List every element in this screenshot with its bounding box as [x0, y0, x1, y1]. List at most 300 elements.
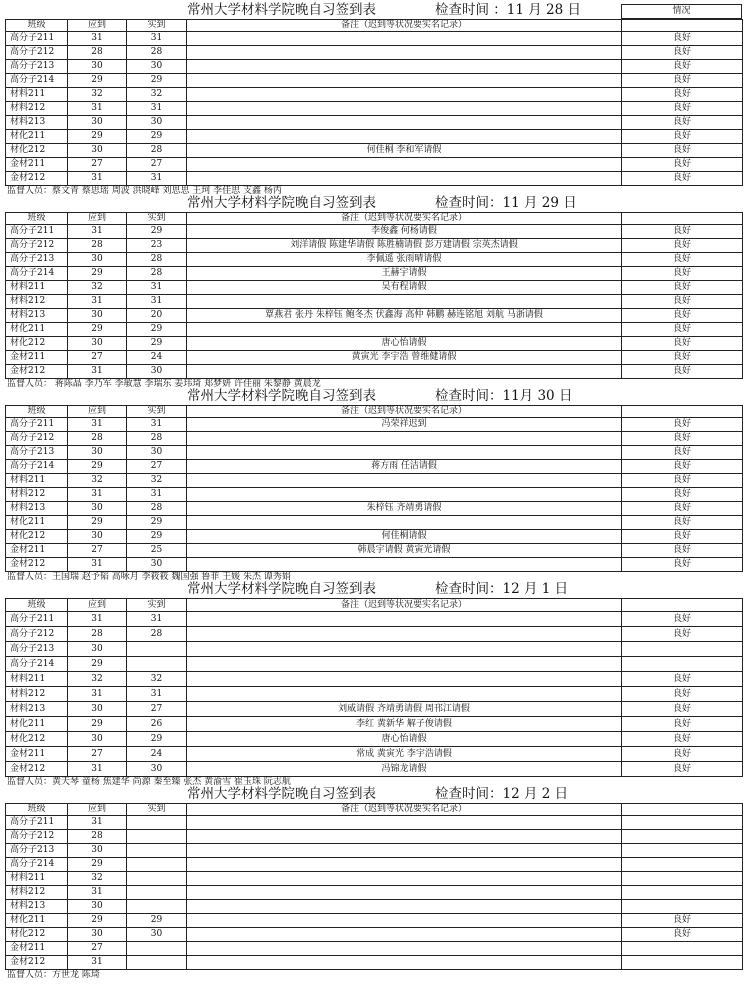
- expected-cell: 30: [68, 253, 127, 267]
- expected-cell: 30: [68, 702, 127, 717]
- table-row: [6, 116, 743, 130]
- section-title-bar: [5, 583, 742, 598]
- expected-cell: 30: [68, 844, 127, 858]
- table-row: [6, 130, 743, 144]
- table-row: [6, 337, 743, 351]
- notes-cell: [187, 627, 622, 642]
- table-row: [6, 88, 743, 102]
- expected-cell: 27: [68, 158, 127, 172]
- table-row: [6, 747, 743, 762]
- notes-cell: [187, 46, 622, 60]
- table-row: [6, 872, 743, 886]
- status-cell: 良好: [622, 253, 743, 267]
- class-cell: 金材212: [6, 365, 68, 379]
- notes-cell: [187, 914, 622, 928]
- expected-cell: 28: [68, 627, 127, 642]
- section-title-bar: [5, 197, 742, 212]
- notes-cell: [187, 672, 622, 687]
- expected-cell: 29: [68, 717, 127, 732]
- notes-header: 备注（迟到等状况要实名记录）: [187, 599, 622, 612]
- actual-cell: 24: [127, 747, 187, 762]
- expected-cell: 31: [68, 102, 127, 116]
- class-cell: 金材211: [6, 942, 68, 956]
- actual-cell: 30: [127, 558, 187, 572]
- supervisors-line: 监督人员：王国瑞 赵予韬 高咏月 李筱筱 魏国强 鲁菲 王媛 朱杰 谭秀娟: [7, 572, 291, 582]
- class-cell: 金材211: [6, 158, 68, 172]
- notes-header: 备注（迟到等状况要实名记录）: [187, 213, 622, 225]
- table-row: [6, 446, 743, 460]
- status-cell: [622, 942, 743, 956]
- actual-cell: 29: [127, 225, 187, 239]
- notes-header: 备注（迟到等状况要实名记录）: [187, 406, 622, 418]
- status-header-cell: [622, 213, 743, 225]
- expected-cell: 32: [68, 672, 127, 687]
- class-cell: 材化212: [6, 530, 68, 544]
- table-row: [6, 816, 743, 830]
- status-cell: 良好: [622, 32, 743, 46]
- status-cell: 良好: [622, 928, 743, 942]
- notes-cell: [187, 956, 622, 970]
- class-cell: 高分子212: [6, 239, 68, 253]
- class-cell: 高分子211: [6, 32, 68, 46]
- status-cell: [622, 642, 743, 657]
- notes-cell: [187, 900, 622, 914]
- expected-header: 应到: [68, 20, 127, 32]
- notes-header: 备注（迟到等状况要实名记录）: [187, 20, 622, 32]
- notes-cell: [187, 446, 622, 460]
- class-cell: 材化212: [6, 928, 68, 942]
- status-cell: 良好: [622, 225, 743, 239]
- expected-cell: 29: [68, 516, 127, 530]
- status-cell: [622, 872, 743, 886]
- table-row: [6, 32, 743, 46]
- check-date: 检查时间：11月 30 日: [435, 388, 573, 404]
- class-cell: 材料213: [6, 702, 68, 717]
- expected-cell: 31: [68, 886, 127, 900]
- notes-cell: 朱梓钰 齐靖勇请假: [187, 502, 622, 516]
- status-cell: [622, 816, 743, 830]
- expected-cell: 31: [68, 558, 127, 572]
- class-header: 班级: [6, 213, 68, 225]
- table-row: [6, 281, 743, 295]
- notes-cell: 冯荣祥迟到: [187, 418, 622, 432]
- table-row: [6, 418, 743, 432]
- actual-cell: [127, 642, 187, 657]
- actual-cell: 30: [127, 762, 187, 777]
- check-date: 检查时间 ：11 月 28 日: [435, 2, 582, 18]
- status-cell: 良好: [622, 502, 743, 516]
- section-title-bar: [5, 788, 742, 803]
- notes-cell: [187, 432, 622, 446]
- status-cell: 良好: [622, 144, 743, 158]
- table-row: [6, 858, 743, 872]
- table-row: [6, 460, 743, 474]
- expected-cell: 31: [68, 488, 127, 502]
- expected-header: 应到: [68, 213, 127, 225]
- table-row: [6, 172, 743, 186]
- actual-cell: 31: [127, 687, 187, 702]
- status-cell: 良好: [622, 172, 743, 186]
- notes-cell: [187, 365, 622, 379]
- expected-cell: 27: [68, 942, 127, 956]
- actual-cell: 31: [127, 295, 187, 309]
- class-cell: 材化211: [6, 717, 68, 732]
- table-row: [6, 830, 743, 844]
- expected-cell: 31: [68, 225, 127, 239]
- status-cell: 良好: [622, 102, 743, 116]
- status-cell: 良好: [622, 365, 743, 379]
- supervisors-line: 监督人员：蔡文青 蔡思瑶 周波 洪晓峰 刘思思 王珂 李佳思 支鑫 杨丙: [7, 186, 282, 196]
- expected-cell: 29: [68, 460, 127, 474]
- table-row: [6, 74, 743, 88]
- expected-cell: 31: [68, 816, 127, 830]
- table-row: [6, 323, 743, 337]
- section-title: 常州大学材料学院晚自习签到表: [187, 581, 376, 597]
- expected-cell: 27: [68, 747, 127, 762]
- expected-cell: 31: [68, 762, 127, 777]
- actual-cell: 30: [127, 60, 187, 74]
- actual-cell: 29: [127, 323, 187, 337]
- expected-cell: 31: [68, 365, 127, 379]
- class-cell: 高分子212: [6, 46, 68, 60]
- check-date: 检查时间：12 月 2 日: [435, 786, 569, 802]
- notes-cell: 王赫宇请假: [187, 267, 622, 281]
- actual-cell: 30: [127, 928, 187, 942]
- class-cell: 高分子212: [6, 432, 68, 446]
- class-cell: 材料211: [6, 672, 68, 687]
- status-cell: 良好: [622, 267, 743, 281]
- table-row: [6, 144, 743, 158]
- status-cell: 良好: [622, 309, 743, 323]
- notes-cell: [187, 323, 622, 337]
- expected-cell: 32: [68, 474, 127, 488]
- expected-cell: 32: [68, 281, 127, 295]
- table-row: [6, 295, 743, 309]
- expected-cell: 30: [68, 732, 127, 747]
- class-cell: 高分子214: [6, 460, 68, 474]
- notes-cell: [187, 516, 622, 530]
- class-cell: 材料212: [6, 295, 68, 309]
- status-cell: 良好: [622, 46, 743, 60]
- status-cell: 良好: [622, 530, 743, 544]
- status-header-cell: [622, 20, 743, 32]
- class-cell: 材料212: [6, 687, 68, 702]
- status-cell: 良好: [622, 74, 743, 88]
- status-cell: 良好: [622, 544, 743, 558]
- class-cell: 高分子213: [6, 253, 68, 267]
- table-row: [6, 732, 743, 747]
- actual-cell: 25: [127, 544, 187, 558]
- notes-cell: 蒋方雨 任洁请假: [187, 460, 622, 474]
- expected-cell: 29: [68, 130, 127, 144]
- attendance-table: [5, 212, 743, 379]
- table-row: [6, 516, 743, 530]
- notes-cell: [187, 830, 622, 844]
- class-cell: 材料211: [6, 281, 68, 295]
- notes-cell: [187, 74, 622, 88]
- notes-cell: [187, 844, 622, 858]
- class-cell: 高分子211: [6, 816, 68, 830]
- status-cell: 良好: [622, 488, 743, 502]
- actual-cell: 30: [127, 365, 187, 379]
- notes-cell: [187, 116, 622, 130]
- actual-cell: 28: [127, 144, 187, 158]
- notes-cell: [187, 657, 622, 672]
- notes-cell: [187, 558, 622, 572]
- table-row: [6, 309, 743, 323]
- status-header-cell: [622, 406, 743, 418]
- actual-header: 实到: [127, 20, 187, 32]
- expected-cell: 29: [68, 914, 127, 928]
- expected-cell: 28: [68, 46, 127, 60]
- section-title-bar: [5, 390, 742, 405]
- status-cell: 良好: [622, 460, 743, 474]
- status-cell: 良好: [622, 687, 743, 702]
- notes-cell: 李红 黄新华 解子俊请假: [187, 717, 622, 732]
- class-cell: 高分子214: [6, 858, 68, 872]
- actual-cell: [127, 942, 187, 956]
- class-cell: 金材212: [6, 172, 68, 186]
- class-cell: 材化212: [6, 732, 68, 747]
- expected-cell: 30: [68, 642, 127, 657]
- notes-cell: 唐心怡请假: [187, 337, 622, 351]
- status-cell: 良好: [622, 474, 743, 488]
- status-cell: 良好: [622, 627, 743, 642]
- class-cell: 高分子214: [6, 74, 68, 88]
- table-row: [6, 886, 743, 900]
- table-row: [6, 914, 743, 928]
- notes-cell: [187, 886, 622, 900]
- actual-header: 实到: [127, 213, 187, 225]
- actual-cell: [127, 900, 187, 914]
- class-header: 班级: [6, 599, 68, 612]
- class-cell: 金材212: [6, 558, 68, 572]
- notes-cell: 何佳桐 李和军请假: [187, 144, 622, 158]
- expected-cell: 30: [68, 116, 127, 130]
- actual-cell: [127, 830, 187, 844]
- actual-cell: 32: [127, 88, 187, 102]
- notes-cell: [187, 642, 622, 657]
- table-row: [6, 717, 743, 732]
- actual-cell: 20: [127, 309, 187, 323]
- notes-cell: 唐心怡请假: [187, 732, 622, 747]
- attendance-table: [5, 19, 743, 186]
- status-cell: [622, 900, 743, 914]
- class-cell: 材料211: [6, 474, 68, 488]
- table-row: [6, 102, 743, 116]
- expected-cell: 29: [68, 267, 127, 281]
- table-row: [6, 900, 743, 914]
- actual-cell: 31: [127, 488, 187, 502]
- status-column-header: 情况: [621, 4, 742, 19]
- actual-cell: 24: [127, 351, 187, 365]
- notes-cell: [187, 612, 622, 627]
- notes-cell: [187, 88, 622, 102]
- class-cell: 材化211: [6, 323, 68, 337]
- expected-cell: 31: [68, 172, 127, 186]
- status-cell: 良好: [622, 130, 743, 144]
- expected-header: 应到: [68, 406, 127, 418]
- expected-cell: 31: [68, 687, 127, 702]
- table-row: [6, 627, 743, 642]
- notes-cell: 刘洋请假 陈建华请假 陈胜楠请假 彭万建请假 宗英杰请假: [187, 239, 622, 253]
- actual-cell: [127, 956, 187, 970]
- table-header-row: [6, 406, 743, 418]
- status-cell: [622, 657, 743, 672]
- expected-cell: 31: [68, 295, 127, 309]
- status-cell: 良好: [622, 323, 743, 337]
- supervisors-line: 监督人员：方世龙 陈琦: [7, 970, 100, 980]
- status-cell: 良好: [622, 732, 743, 747]
- notes-cell: 黄寅光 李宇浩 曾维健请假: [187, 351, 622, 365]
- class-cell: 材化211: [6, 914, 68, 928]
- class-cell: 材化211: [6, 516, 68, 530]
- actual-cell: 30: [127, 116, 187, 130]
- class-cell: 金材211: [6, 747, 68, 762]
- table-row: [6, 267, 743, 281]
- notes-cell: [187, 488, 622, 502]
- actual-cell: [127, 872, 187, 886]
- class-cell: 材化212: [6, 144, 68, 158]
- actual-cell: 27: [127, 158, 187, 172]
- status-cell: 良好: [622, 612, 743, 627]
- expected-cell: 28: [68, 239, 127, 253]
- notes-cell: [187, 295, 622, 309]
- table-row: [6, 657, 743, 672]
- notes-cell: [187, 858, 622, 872]
- notes-cell: [187, 60, 622, 74]
- status-cell: 良好: [622, 914, 743, 928]
- expected-cell: 32: [68, 88, 127, 102]
- actual-cell: 23: [127, 239, 187, 253]
- status-cell: 良好: [622, 337, 743, 351]
- actual-cell: 31: [127, 612, 187, 627]
- notes-cell: [187, 130, 622, 144]
- expected-cell: 29: [68, 323, 127, 337]
- class-cell: 金材212: [6, 762, 68, 777]
- table-header-row: [6, 599, 743, 612]
- expected-cell: 30: [68, 928, 127, 942]
- table-row: [6, 844, 743, 858]
- status-cell: 良好: [622, 516, 743, 530]
- class-cell: 材料213: [6, 900, 68, 914]
- status-cell: 良好: [622, 558, 743, 572]
- section-title: 常州大学材料学院晚自习签到表: [187, 786, 376, 802]
- expected-cell: 30: [68, 900, 127, 914]
- expected-cell: 28: [68, 830, 127, 844]
- class-cell: 高分子213: [6, 446, 68, 460]
- class-cell: 高分子211: [6, 418, 68, 432]
- actual-cell: 27: [127, 702, 187, 717]
- status-header-cell: [622, 804, 743, 816]
- actual-cell: 28: [127, 46, 187, 60]
- notes-cell: [187, 687, 622, 702]
- class-cell: 材料213: [6, 309, 68, 323]
- actual-cell: 29: [127, 337, 187, 351]
- status-cell: [622, 886, 743, 900]
- notes-header: 备注（迟到等状况要实名记录）: [187, 804, 622, 816]
- actual-cell: 26: [127, 717, 187, 732]
- table-row: [6, 158, 743, 172]
- class-cell: 材料211: [6, 88, 68, 102]
- attendance-table: [5, 598, 743, 777]
- expected-cell: 30: [68, 502, 127, 516]
- class-cell: 高分子213: [6, 844, 68, 858]
- status-cell: 良好: [622, 158, 743, 172]
- class-cell: 金材212: [6, 956, 68, 970]
- table-header-row: [6, 804, 743, 816]
- actual-cell: 28: [127, 432, 187, 446]
- class-cell: 高分子213: [6, 642, 68, 657]
- expected-cell: 28: [68, 432, 127, 446]
- attendance-table: [5, 803, 743, 970]
- actual-header: 实到: [127, 804, 187, 816]
- class-cell: 高分子213: [6, 60, 68, 74]
- supervisors-line: 监督人员： 蒋陈晶 李乃军 李敏慧 李瑞东 姜玮琦 郑梦妍 许佳丽 朱黎静 黄晨龙: [7, 379, 321, 389]
- table-row: [6, 687, 743, 702]
- actual-cell: 29: [127, 130, 187, 144]
- expected-cell: 29: [68, 74, 127, 88]
- table-row: [6, 432, 743, 446]
- expected-cell: 27: [68, 351, 127, 365]
- status-cell: 良好: [622, 88, 743, 102]
- actual-header: 实到: [127, 406, 187, 418]
- table-row: [6, 762, 743, 777]
- table-row: [6, 702, 743, 717]
- actual-cell: [127, 657, 187, 672]
- actual-cell: 29: [127, 914, 187, 928]
- notes-cell: 李佩遥 张雨晴请假: [187, 253, 622, 267]
- table-row: [6, 365, 743, 379]
- attendance-sheet: [5, 4, 742, 981]
- notes-cell: [187, 102, 622, 116]
- section-title: 常州大学材料学院晚自习签到表: [187, 195, 376, 211]
- status-cell: 良好: [622, 60, 743, 74]
- notes-cell: 覃燕君 张丹 朱梓钰 鲍冬杰 伏鑫海 高仲 韩鹏 赫连铭旭 刘航 马浙请假: [187, 309, 622, 323]
- table-row: [6, 530, 743, 544]
- class-cell: 高分子211: [6, 225, 68, 239]
- status-cell: 良好: [622, 762, 743, 777]
- table-row: [6, 642, 743, 657]
- status-cell: [622, 956, 743, 970]
- class-cell: 金材211: [6, 544, 68, 558]
- class-header: 班级: [6, 804, 68, 816]
- class-cell: 高分子211: [6, 612, 68, 627]
- notes-cell: [187, 942, 622, 956]
- actual-cell: [127, 886, 187, 900]
- status-cell: 良好: [622, 717, 743, 732]
- expected-cell: 27: [68, 544, 127, 558]
- status-cell: 良好: [622, 239, 743, 253]
- class-cell: 金材211: [6, 351, 68, 365]
- class-cell: 材料213: [6, 502, 68, 516]
- status-header-cell: [622, 599, 743, 612]
- expected-cell: 30: [68, 309, 127, 323]
- actual-cell: 29: [127, 74, 187, 88]
- notes-cell: [187, 872, 622, 886]
- actual-cell: 31: [127, 281, 187, 295]
- attendance-table: [5, 405, 743, 572]
- actual-cell: 28: [127, 267, 187, 281]
- actual-cell: 31: [127, 418, 187, 432]
- notes-cell: 常成 黄寅光 李宇浩请假: [187, 747, 622, 762]
- notes-cell: [187, 158, 622, 172]
- class-cell: 高分子214: [6, 657, 68, 672]
- actual-cell: 29: [127, 530, 187, 544]
- expected-cell: 32: [68, 872, 127, 886]
- actual-cell: [127, 816, 187, 830]
- expected-cell: 31: [68, 612, 127, 627]
